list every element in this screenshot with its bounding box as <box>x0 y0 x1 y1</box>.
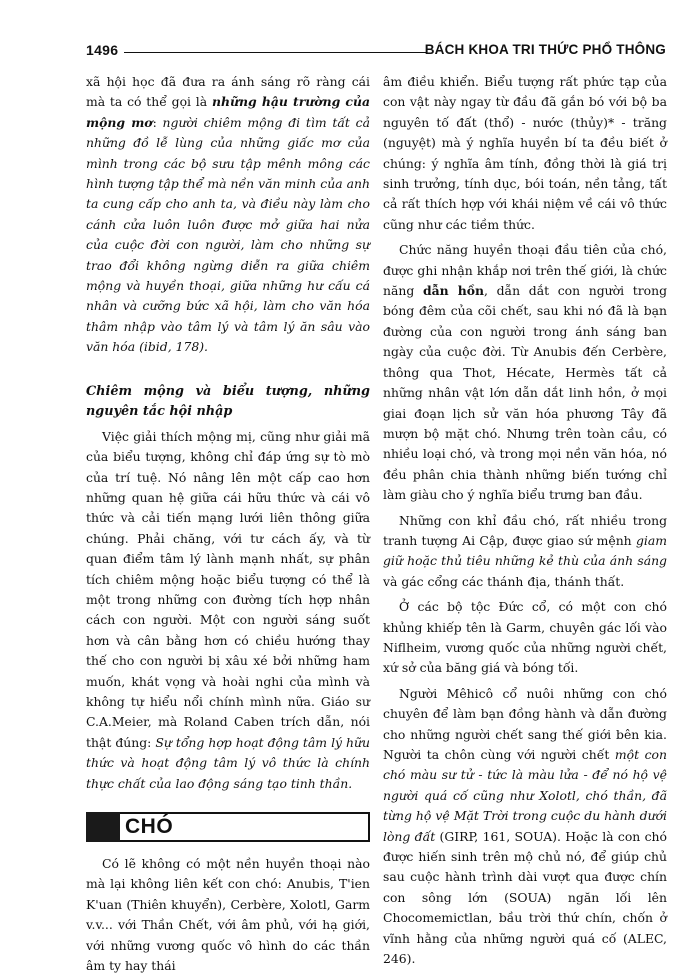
page-number: 1496 <box>86 42 119 58</box>
left-column <box>86 72 370 976</box>
entry-heading <box>86 812 370 842</box>
left-paragraph-2: Việc giải thích mộng mị, cũng như giải mã của biểu tượng, không chỉ đáp ứng sự tò mò của trí tuệ. Nó nâng lên một cấp cao hơn những quan hệ giữa cái hữu thức và cái vô thức và cải tiến mạng lưới liên thông giữa chúng. Phải chăng, với tư cách ấy, và từ quan điểm tâm lý lành mạnh nhất, sự phân tích chiêm mộng hoặc biểu tượng có thể là một trong những con đường tích hợp nhân cách con người. Một con người sáng suốt hơn và cân bằng hơn có chiều hướng thay thế cho con người bị xâu xé bởi những ham muốn, khát vọng và hoài nghi của mình và không tự hiểu nổi chính mình nữa. Giáo sư C.A.Meier, mà Roland Caben trích dẫn, nói thật đúng: Sự tổng hợp hoạt động tâm lý hữu thức và hoạt động tâm lý vô thức là chính thực chất của lao động sáng tạo tinh thần. <box>86 428 370 791</box>
right-paragraph-5: Người Mêhicô cổ nuôi những con chó chuyên để làm bạn đồng hành và dẫn đường cho những người chết sang thế giới bên kia. Người ta chôn cùng với người chết một con chó màu sư tử - tức là màu lửa - để nó hộ vệ người quá cố cũng như Xolotl, chó thần, đã từng hộ vệ Mặt Trời trong cuộc du hành dưới lòng đất (GIRP, 161, SOUA). Hoặc là con chó được hiến sinh trên mộ chủ nó, để giúp chủ sau cuộc hành trình dài vượt qua được chín con sông lớn (SOUA) ngăn lối lên Chocomemictlan, bầu trời thứ chín, chốn ở vĩnh hằng của những người quá cố (ALEC, 246). <box>383 685 667 967</box>
right-column <box>383 72 667 969</box>
right-paragraph-4: Ở các bộ tộc Đức cổ, có một con chó khủng khiếp tên là Garm, chuyên gác lối vào Niflheim, vương quốc của những người chết, xứ sở của băng giá và bóng tối. <box>383 599 667 676</box>
entry-marker <box>86 812 120 842</box>
right-paragraph-1: âm điều khiển. Biểu tượng rất phức tạp của con vật này ngay từ đầu đã gắn bó với bộ ba nguyên tố đất (thổ) - nước (thủy)* - trăng (nguyệt) mà ý nghĩa huyền bí ta đều biết ở chúng: ý nghĩa âm tính, đồng thời là giá trị sinh trưởng, tính dục, bói toán, nền tảng, tất cả rất thích hợp với khái niệm về cái vô thức cũng như các tiềm thức. <box>383 74 667 232</box>
running-title: BÁCH KHOA TRI THỨC PHỔ THÔNG <box>424 42 666 57</box>
right-paragraph-2: Chức năng huyền thoại đầu tiên của chó, được ghi nhận khắp nơi trên thế giới, là chức năng dẫn hồn, dẫn dắt con người trong bóng đêm của cõi chết, sau khi nó đã là bạn đường của con người trong ánh sáng ban ngày của cuộc đời. Từ Anubis đến Cerbère, thông qua Thot, Hécate, Hermès tất cả những nhân vật lớn dẫn dắt linh hồn, ở mọi giai đoạn lịch sử văn hóa phương Tây đã mượn bộ mặt chó. Nhưng trên toàn cầu, có nhiều loại chó, và trong mọi nền văn hóa, nó đều phân chia thành những biến tướng chỉ làm giàu cho ý nghĩa biểu trưng ban đầu. <box>383 242 668 503</box>
left-paragraph-3: Có lẽ không có một nền huyền thoại nào mà lại không liên kết con chó: Anubis, T'ien K'uan (Thiên khuyển), Cerbère, Xolotl, Garm v.v... với Thần Chết, với âm phủ, với hạ giới, với những vương quốc vô hình do các thần âm ty hay thái <box>86 856 370 974</box>
entry-word: CHÓ <box>125 815 174 838</box>
header-rule <box>124 52 426 53</box>
section-subheading: Chiêm mộng và biểu tượng, những nguyên tắc hội nhập <box>86 383 370 419</box>
left-paragraph-1: xã hội học đã đưa ra ánh sáng rõ ràng cái mà ta có thể gọi là những hậu trường của mộng mơ: người chiêm mộng đi tìm tất cả những đồ lễ lùng của những giấc mơ của mình trong các bộ sưu tập mênh mông các hình tượng tập thể mà nền văn minh của anh ta cung cấp cho anh ta, và điều này làm cho cánh cửa luôn luôn được mở giữa hai nửa của cuộc đời con người, làm cho những sự trao đổi không ngừng diễn ra giữa chiêm mộng và huyền thoại, giữa những hư cấu cá nhân và cưỡng bức xã hội, làm cho văn hóa thâm nhập vào tâm lý và tâm lý ăn sâu vào văn hóa (ibid, 178). <box>86 74 371 355</box>
page-header <box>86 40 666 62</box>
right-paragraph-3: Những con khỉ đầu chó, rất nhiều trong tranh tượng Ai Cập, được giao sứ mệnh giam giữ hoặc thủ tiêu những kẻ thù của ánh sáng và gác cổng các thánh địa, thánh thất. <box>383 512 667 589</box>
